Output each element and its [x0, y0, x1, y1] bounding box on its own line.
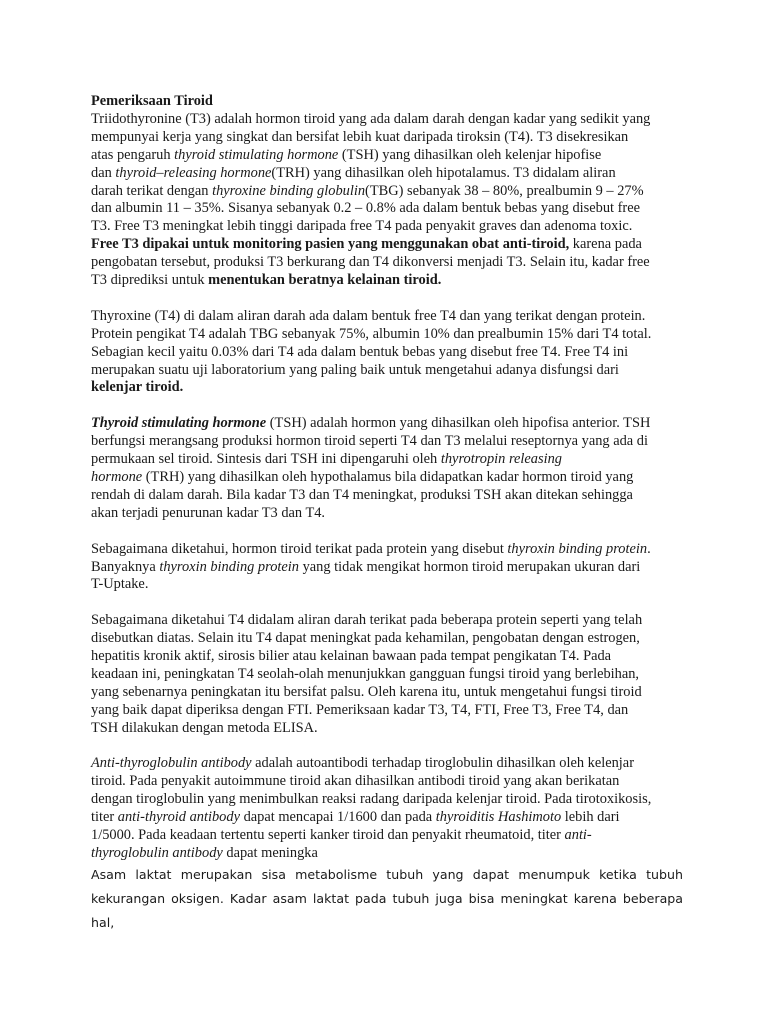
paragraph-tsh [91, 415, 691, 522]
text-line: darah terikat dengan thyroxine binding globulin(TBG) sebanyak 38 – 80%, prealbumin 9 – 27% [91, 182, 644, 199]
text-line: titer anti-thyroid antibody dapat mencapai 1/1600 dan pada thyroiditis Hashimoto lebih dari [91, 809, 620, 826]
paragraph-t-uptake [91, 541, 691, 595]
text-line: tiroid. Pada penyakit autoimmune tiroid akan dihasilkan antibodi tiroid yang akan berikatan [91, 773, 620, 790]
paragraph-antibody [91, 755, 691, 862]
text-line: berfungsi merangsang produksi hormon tiroid seperti T4 dan T3 melalui reseptornya yang ada di [91, 433, 648, 450]
text-line: T3. Free T3 meningkat lebih tinggi daripada free T4 pada penyakit graves dan adenoma toxic. [91, 218, 633, 235]
text-line: kelenjar tiroid. [91, 379, 184, 396]
paragraph-fti [91, 612, 691, 737]
text-line: Sebagaimana diketahui, hormon tiroid terikat pada protein yang disebut thyroxin binding protein. [91, 540, 651, 557]
text-line: Sebagaimana diketahui T4 didalam aliran darah terikat pada beberapa protein seperti yang telah [91, 612, 643, 629]
text-line: Thyroxine (T4) di dalam aliran darah ada dalam bentuk free T4 dan yang terikat dengan protein. [91, 307, 646, 324]
text-line: pengobatan tersebut, produksi T3 berkurang dan T4 dikonversi menjadi T3. Selain itu, kadar free [91, 254, 650, 271]
text-line: Protein pengikat T4 adalah TBG sebanyak 75%, albumin 10% dan prealbumin 15% dari T4 total. [91, 325, 652, 342]
text-line: Triidothyronine (T3) adalah hormon tiroid yang ada dalam darah dengan kadar yang sedikit yang [91, 110, 651, 127]
text-line: atas pengaruh thyroid stimulating hormone (TSH) yang dihasilkan oleh kelenjar hipofise [91, 146, 602, 163]
document-body [91, 93, 691, 863]
text-line: kekurangan oksigen. Kadar asam laktat pada tubuh juga bisa meningkat karena beberapa hal, [91, 891, 683, 930]
text-line: hepatitis kronik aktif, sirosis bilier atau kelainan bawaan pada tempat pengikatan T4. Pada [91, 648, 612, 665]
text-line: Free T3 dipakai untuk monitoring pasien yang menggunakan obat anti-tiroid, karena pada [91, 236, 642, 253]
text-line: keadaan ini, peningkatan T4 seolah-olah menunjukkan gangguan fungsi tiroid yang berlebihan, [91, 665, 640, 682]
text-line: rendah di dalam darah. Bila kadar T3 dan T4 meningkat, produksi TSH akan ditekan sehingga [91, 486, 633, 503]
text-line: yang baik dapat diperiksa dengan FTI. Pemeriksaan kadar T3, T4, FTI, Free T3, Free T4, dan [91, 701, 629, 718]
text-line: hormone (TRH) yang dihasilkan oleh hypothalamus bila didapatkan kadar hormon tiroid yang [91, 469, 634, 485]
text-line: TSH dilakukan dengan metoda ELISA. [91, 719, 318, 736]
text-line: Banyaknya thyroxin binding protein yang tidak mengikat hormon tiroid merupakan ukuran dari [91, 558, 641, 575]
text-line: akan terjadi penurunan kadar T3 dan T4. [91, 504, 326, 521]
text-line: dan albumin 11 – 35%. Sisanya sebanyak 0.2 – 0.8% ada dalam bentuk bebas yang disebut free [91, 200, 640, 217]
paragraph-t3 [91, 111, 691, 290]
text-line: dan thyroid–releasing hormone(TRH) yang dihasilkan oleh hipotalamus. T3 didalam aliran [91, 164, 616, 181]
text-line: merupakan suatu uji laboratorium yang paling baik untuk mengetahui adanya disfungsi dari [91, 361, 619, 378]
paragraph-asam-laktat [91, 863, 683, 935]
text-line: permukaan sel tiroid. Sintesis dari TSH ini dipengaruhi oleh thyrotropin releasing [91, 451, 562, 468]
text-line: mempunyai kerja yang singkat dan bersifat lebih kuat daripada tiroksin (T4). T3 disekresikan [91, 128, 629, 145]
text-line: Thyroid stimulating hormone (TSH) adalah hormon yang dihasilkan oleh hipofisa anterior. TSH [91, 415, 651, 432]
text-line: dengan tiroglobulin yang menimbulkan reaksi radang daripada kelenjar tiroid. Pada tirotoxikosis, [91, 791, 652, 808]
text-line: yang sebenarnya peningkatan itu bersifat palsu. Oleh karena itu, untuk mengetahui fungsi tiroid [91, 683, 642, 700]
text-line: Anti-thyroglobulin antibody adalah autoantibodi terhadap tiroglobulin dihasilkan oleh kelenjar [91, 755, 634, 772]
text-line: T-Uptake. [91, 576, 149, 593]
text-line: Asam laktat merupakan sisa metabolisme tubuh yang dapat menumpuk ketika tubuh [91, 867, 683, 882]
text-line: disebutkan diatas. Selain itu T4 dapat meningkat pada kehamilan, pengobatan dengan estrogen, [91, 630, 640, 647]
text-line: T3 diprediksi untuk menentukan beratnya kelainan tiroid. [91, 272, 442, 289]
text-line: thyroglobulin antibody dapat meningka [91, 844, 318, 861]
text-line: Sebagian kecil yaitu 0.03% dari T4 ada dalam bentuk bebas yang disebut free T4. Free T4 ini [91, 343, 629, 360]
text-line: 1/5000. Pada keadaan tertentu seperti kanker tiroid dan penyakit rheumatoid, titer anti- [91, 827, 592, 844]
paragraph-t4 [91, 308, 691, 398]
document-title: Pemeriksaan Tiroid [91, 93, 213, 109]
